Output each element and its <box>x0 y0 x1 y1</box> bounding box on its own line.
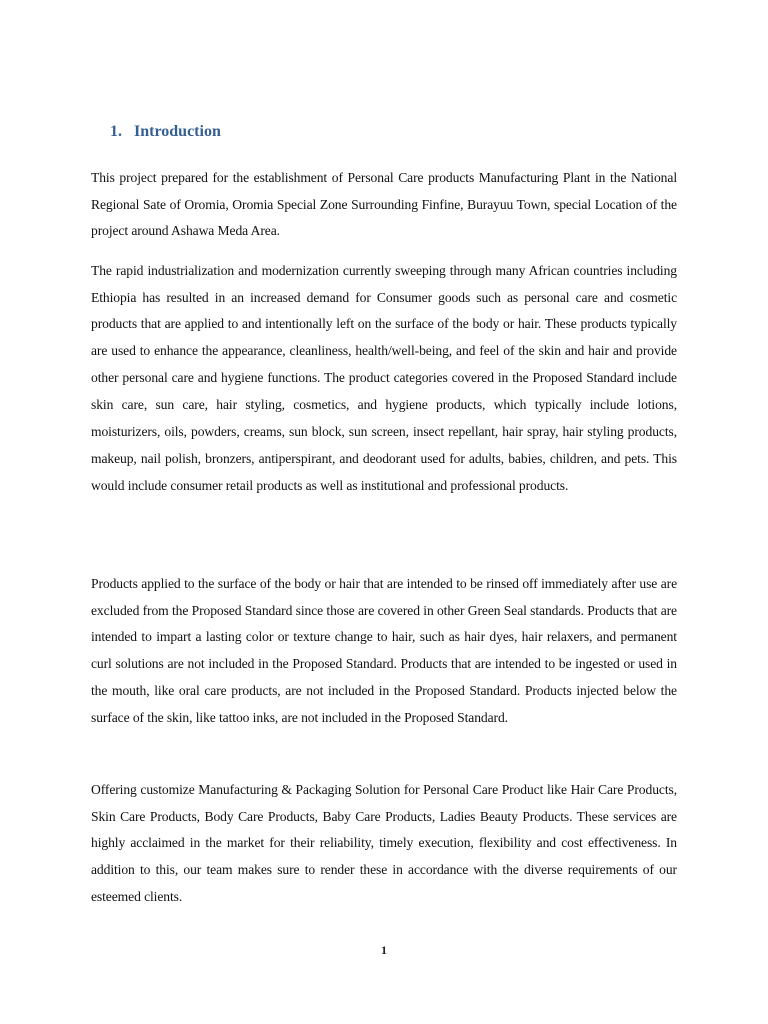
section-heading <box>110 123 221 141</box>
section-number: 1. <box>110 123 122 140</box>
paragraph-industrialization: The rapid industrialization and modernization currently sweeping through many African countries including Ethiopia has resulted in an increased demand for Consumer goods such as personal care and cosmetic products that are applied to and intentionally left on the surface of the body or hair. These products typically are used to enhance the appearance, cleanliness, health/well-being, and feel of the skin and hair and provide other personal care and hygiene functions. The product categories covered in the Proposed Standard include skin care, sun care, hair styling, cosmetics, and hygiene products, which typically include lotions, moisturizers, oils, powders, creams, sun block, sun screen, insect repellant, hair spray, hair styling products, makeup, nail polish, bronzers, antiperspirant, and deodorant used for adults, babies, children, and pets. This would include consumer retail products as well as institutional and professional products. <box>91 262 677 493</box>
section-title: Introduction <box>134 123 221 140</box>
paragraph-exclusions: Products applied to the surface of the body or hair that are intended to be rinsed off immediately after use are excluded from the Proposed Standard since those are covered in other Green Seal standards. Products that are intended to impart a lasting color or texture change to hair, such as hair dyes, hair relaxers, and permanent curl solutions are not included in the Proposed Standard. Products that are intended to be ingested or used in the mouth, like oral care products, are not included in the Proposed Standard. Products injected below the surface of the skin, like tattoo inks, are not included in the Proposed Standard. <box>91 575 677 726</box>
paragraph-project-location: This project prepared for the establishment of Personal Care products Manufacturing Plant in the National Regional Sate of Oromia, Oromia Special Zone Surrounding Finfine, Burayuu Town, special Location of the project around Ashawa Meda Area. <box>91 169 677 239</box>
page-number: 1 <box>381 943 387 957</box>
paragraph-services: Offering customize Manufacturing & Packaging Solution for Personal Care Product like Hair Care Products, Skin Care Products, Body Care Products, Baby Care Products, Ladies Beauty Products. These services are highly acclaimed in the market for their reliability, timely execution, flexibility and cost effectiveness. In addition to this, our team makes sure to render these in accordance with the diverse requirements of our esteemed clients. <box>91 781 677 905</box>
